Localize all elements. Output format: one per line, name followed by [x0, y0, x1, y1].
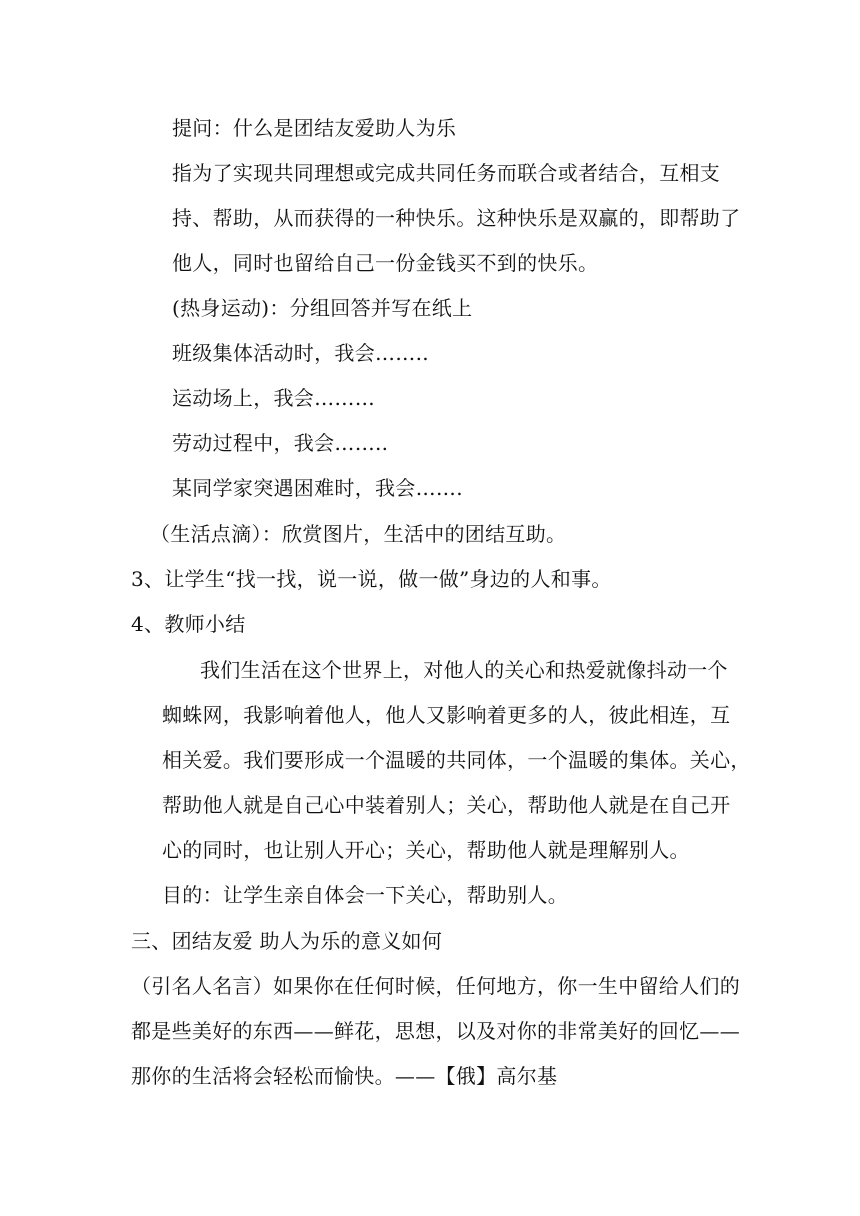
- text-line-summary-2: 蜘蛛网，我影响着他人，他人又影响着更多的人，彼此相连，互: [162, 703, 731, 727]
- text-line-item-4: 4、教师小结: [131, 612, 246, 636]
- text-line-item-3: 3、让学生“找一找，说一说，做一做”身边的人和事。: [131, 567, 612, 591]
- text-line-quote-2: 都是些美好的东西——鲜花，思想，以及对你的非常美好的回忆——: [131, 1019, 740, 1043]
- text-line-definition-2: 持、帮助，从而获得的一种快乐。这种快乐是双赢的，即帮助了: [172, 206, 741, 230]
- text-line-labor: 劳动过程中，我会……..: [172, 431, 389, 455]
- text-line-sports-field: 运动场上，我会………: [172, 386, 375, 410]
- text-line-class-activity: 班级集体活动时，我会……..: [172, 341, 429, 365]
- text-line-warmup: (热身运动)：分组回答并写在纸上: [172, 296, 473, 320]
- text-line-question: 提问：什么是团结友爱助人为乐: [172, 116, 457, 140]
- text-line-quote-1: （引名人名言）如果你在任何时候，任何地方，你一生中留给人们的: [131, 974, 740, 998]
- text-line-definition-3: 他人，同时也留给自己一份金钱买不到的快乐。: [172, 251, 599, 275]
- text-line-definition-1: 指为了实现共同理想或完成共同任务而联合或者结合，互相支: [172, 161, 721, 185]
- section-heading-3: 三、团结友爱 助人为乐的意义如何: [131, 929, 443, 953]
- text-line-summary-5: 心的同时，也让别人开心；关心，帮助他人就是理解别人。: [162, 838, 690, 862]
- text-line-purpose: 目的：让学生亲自体会一下关心，帮助别人。: [162, 883, 568, 907]
- text-line-life-moments: （生活点滴）：欣赏图片，生活中的团结互助。: [150, 522, 567, 546]
- text-line-summary-1: 我们生活在这个世界上，对他人的关心和热爱就像抖动一个: [200, 658, 728, 682]
- text-line-summary-3: 相关爱。我们要形成一个温暖的共同体，一个温暖的集体。关心，: [162, 748, 751, 772]
- text-line-summary-4: 帮助他人就是自己心中装着别人；关心，帮助他人就是在自己开: [162, 793, 731, 817]
- text-line-quote-3: 那你的生活将会轻松而愉快。——【俄】高尔基: [131, 1064, 558, 1088]
- text-line-classmate-difficulty: 某同学家突遇困难时，我会…….: [172, 476, 463, 500]
